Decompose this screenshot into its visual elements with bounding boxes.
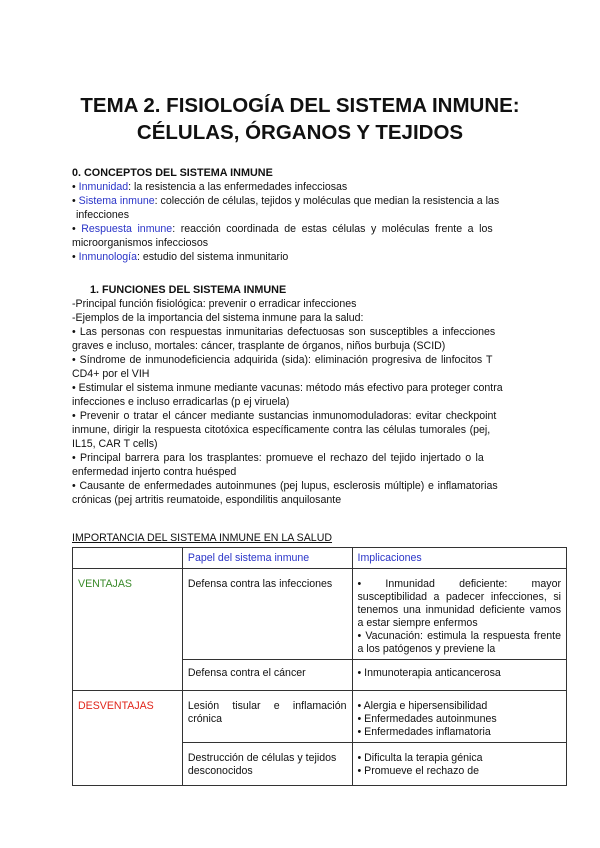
section-1-line: IL15, CAR T cells) xyxy=(72,438,158,450)
table-cell-implicaciones xyxy=(352,569,567,660)
concept-term: Respuesta inmune xyxy=(81,223,173,235)
section-1-line: infecciones e incluso erradicarlas (p ej viruela) xyxy=(72,396,290,408)
bullet: • xyxy=(72,251,76,263)
section-0 xyxy=(72,166,532,264)
concept-item-respuesta-inmune xyxy=(72,222,532,236)
section-0-heading: 0. CONCEPTOS DEL SISTEMA INMUNE xyxy=(72,167,273,179)
section-1-line: • Las personas con respuestas inmunitarias defectuosas son susceptibles a infecciones xyxy=(72,326,496,338)
section-1-line: -Ejemplos de la importancia del sistema inmune para la salud: xyxy=(72,312,364,324)
desventajas-label: DESVENTAJAS xyxy=(73,691,183,786)
implication-item: • Enfermedades inflamatoria xyxy=(357,726,491,738)
section-1-line: enfermedad injerto contra huésped xyxy=(72,466,237,478)
section-1-line: • Estimular el sistema inmune mediante vacunas: método más efectivo para proteger contra xyxy=(72,382,503,394)
bullet: • xyxy=(72,223,76,235)
implication-item: • Inmunoterapia anticancerosa xyxy=(357,667,501,679)
table-header-papel: Papel del sistema inmune xyxy=(182,548,352,569)
implication-item: • Alergia e hipersensibilidad xyxy=(357,700,488,712)
section-1-line: • Síndrome de inmunodeficiencia adquirida (sida): eliminación progresiva de linfocitos T xyxy=(72,354,493,366)
table-cell-papel: Defensa contra las infecciones xyxy=(182,569,352,660)
implication-item: • Vacunación: estimula la respuesta frente a los patógenos y previene la xyxy=(357,630,561,655)
table-cell-papel: Destrucción de células y tejidos desconocidos xyxy=(182,743,352,786)
section-1-line: • Prevenir o tratar el cáncer mediante sustancias inmunomoduladoras: evitar checkpoint xyxy=(72,410,497,422)
concept-text: : reacción coordinada de estas células y moléculas frente a los xyxy=(172,223,493,235)
doc-title-line-2: CÉLULAS, ÓRGANOS Y TEJIDOS xyxy=(136,121,464,144)
table-header-row xyxy=(73,548,567,569)
concept-item-inmunidad xyxy=(72,180,532,194)
section-1-heading: 1. FUNCIONES DEL SISTEMA INMUNE xyxy=(90,284,287,296)
section-1-line: inmune, dirigir la respuesta citotóxica específicamente contra las células tumorales (pej, xyxy=(72,424,491,436)
concept-text: : la resistencia a las enfermedades infecciosas xyxy=(128,181,348,193)
section-1-line: -Principal función fisiológica: prevenir o erradicar infecciones xyxy=(72,298,357,310)
implication-item: • Promueve el rechazo de xyxy=(357,765,479,777)
section-1-line: • Causante de enfermedades autoinmunes (pej lupus, esclerosis múltiple) e inflamatorias xyxy=(72,480,498,492)
importance-table xyxy=(72,547,567,786)
concept-text: : colección de células, tejidos y moléculas que median la resistencia a las xyxy=(154,195,500,207)
section-1 xyxy=(72,283,532,507)
section-1-line: • Principal barrera para los trasplantes: promueve el rechazo del tejido injertado o la xyxy=(72,452,484,464)
concept-text: : estudio del sistema inmunitario xyxy=(136,251,289,263)
table-header-empty xyxy=(73,548,183,569)
table-cell-implicaciones xyxy=(352,691,567,743)
concept-text-continued: infecciones xyxy=(76,209,129,221)
concept-term: Inmunología xyxy=(78,251,137,263)
table-header-implicaciones: Implicaciones xyxy=(352,548,567,569)
concept-term: Inmunidad xyxy=(78,181,129,193)
bullet: • xyxy=(72,181,76,193)
section-1-line: CD4+ por el VIH xyxy=(72,368,150,380)
concept-text-continued: microorganismos infecciosos xyxy=(72,237,209,249)
concept-term: Sistema inmune xyxy=(78,195,155,207)
implication-item: • Enfermedades autoinmunes xyxy=(357,713,497,725)
bullet: • xyxy=(72,195,76,207)
section-1-line: graves e incluso, mortales: cáncer, trasplante de órganos, niños burbuja (SCID) xyxy=(72,340,446,352)
table-row xyxy=(73,691,567,743)
table-cell-implicaciones xyxy=(352,743,567,786)
table-cell-papel: Lesión tisular e inflamación crónica xyxy=(182,691,352,743)
implication-item: • Dificulta la terapia génica xyxy=(357,752,483,764)
doc-title-line-1: TEMA 2. FISIOLOGÍA DEL SISTEMA INMUNE: xyxy=(80,94,520,117)
implication-item: • Inmunidad deficiente: mayor susceptibilidad a padecer infecciones, si tenemos una inmunidad deficiente vamos a estar siempre enfermos xyxy=(357,578,561,629)
concept-item-inmunologia xyxy=(72,250,532,264)
ventajas-label: VENTAJAS xyxy=(73,569,183,691)
table-cell-implicaciones xyxy=(352,660,567,691)
table-cell-papel: Defensa contra el cáncer xyxy=(182,660,352,691)
table-caption: IMPORTANCIA DEL SISTEMA INMUNE EN LA SALUD xyxy=(72,532,333,544)
table-row xyxy=(73,569,567,660)
section-1-line: crónicas (pej artritis reumatoide, espondilitis anquilosante xyxy=(72,494,342,506)
concept-item-sistema-inmune xyxy=(72,194,532,208)
